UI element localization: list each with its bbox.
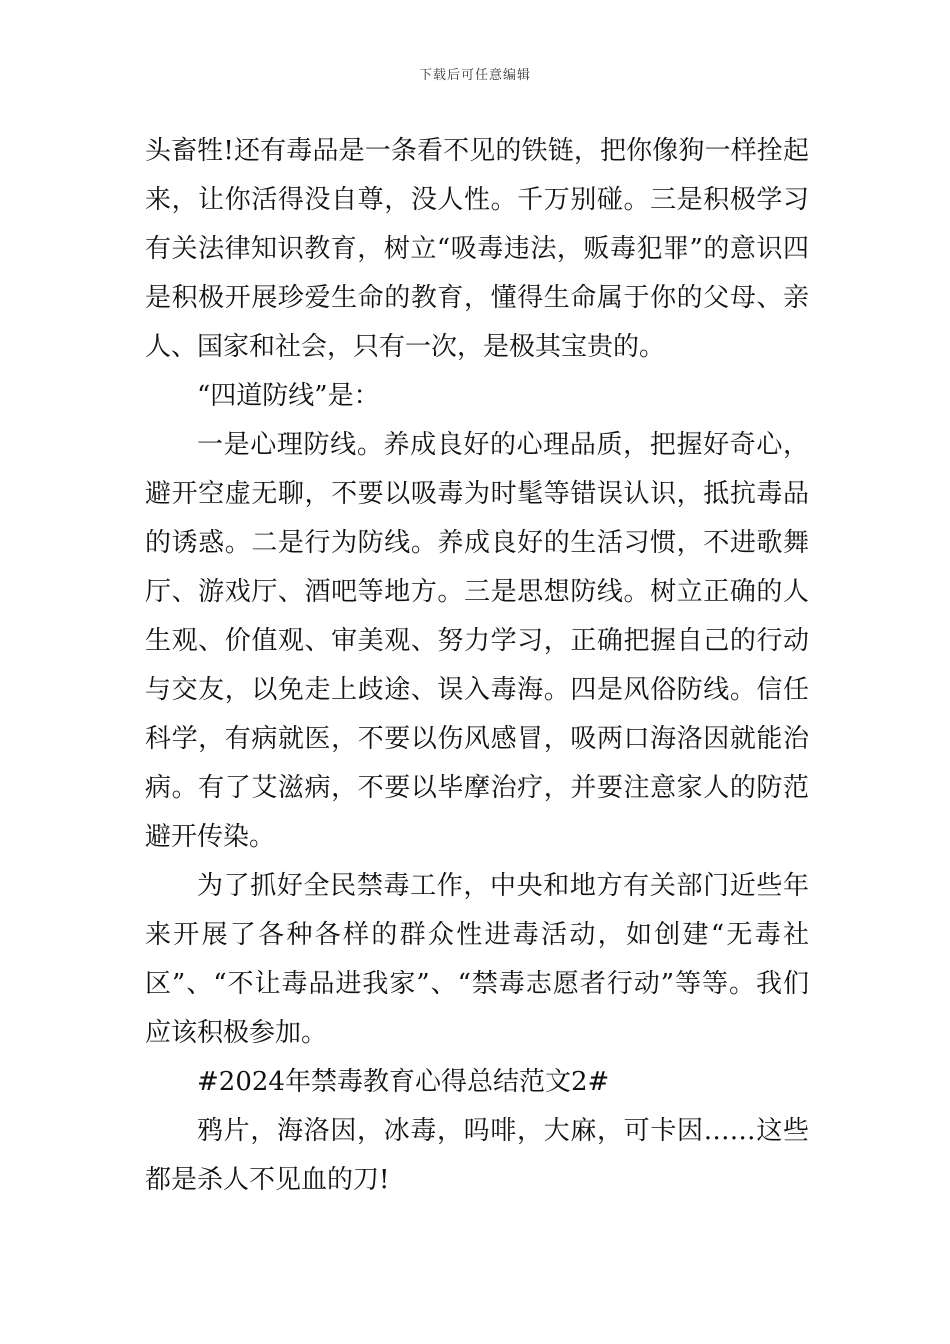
- section-title: #2024年禁毒教育心得总结范文2#: [197, 1067, 610, 1097]
- paragraph-3: 一是心理防线。养成良好的心理品质，把握好奇心，避开空虚无聊，不要以吸毒为时髦等错误认识，抵抗毒品的诱惑。二是行为防线。养成良好的生活习惯，不进歌舞厅、游戏厅、酒吧等地方。三是思想防线。树立正确的人生观、价值观、审美观、努力学习，正确把握自己的行动与交友，以免走上歧途、误入毒海。四是风俗防线。信任科学，有病就医，不要以伤风感冒，吸两口海洛因就能治病。有了艾滋病，不要以毕摩治疗，并要注意家人的防范避开传染。: [145, 430, 809, 852]
- paragraph-1: 头畜牲!还有毒品是一条看不见的铁链，把你像狗一样拴起来，让你活得没自尊，没人性。千万别碰。三是积极学习有关法律知识教育，树立“吸毒违法，贩毒犯罪”的意识四是积极开展珍爱生命的教育，懂得生命属于你的父母、亲人、国家和社会，只有一次，是极其宝贵的。: [145, 136, 809, 362]
- paragraph-6: 鸦片，海洛因，冰毒，吗啡，大麻，可卡因……这些都是杀人不见血的刀!: [145, 1116, 809, 1195]
- paragraph-four-defenses-heading: “四道防线”是：: [197, 381, 380, 411]
- document-body: [145, 127, 809, 1205]
- page-header-note: 下载后可任意编辑: [418, 68, 531, 83]
- paragraph-4: 为了抓好全民禁毒工作，中央和地方有关部门近些年来开展了各种各样的群众性进毒活动，如创建“无毒社区”、“不让毒品进我家”、“禁毒志愿者行动”等等。我们应该积极参加。: [145, 871, 809, 1048]
